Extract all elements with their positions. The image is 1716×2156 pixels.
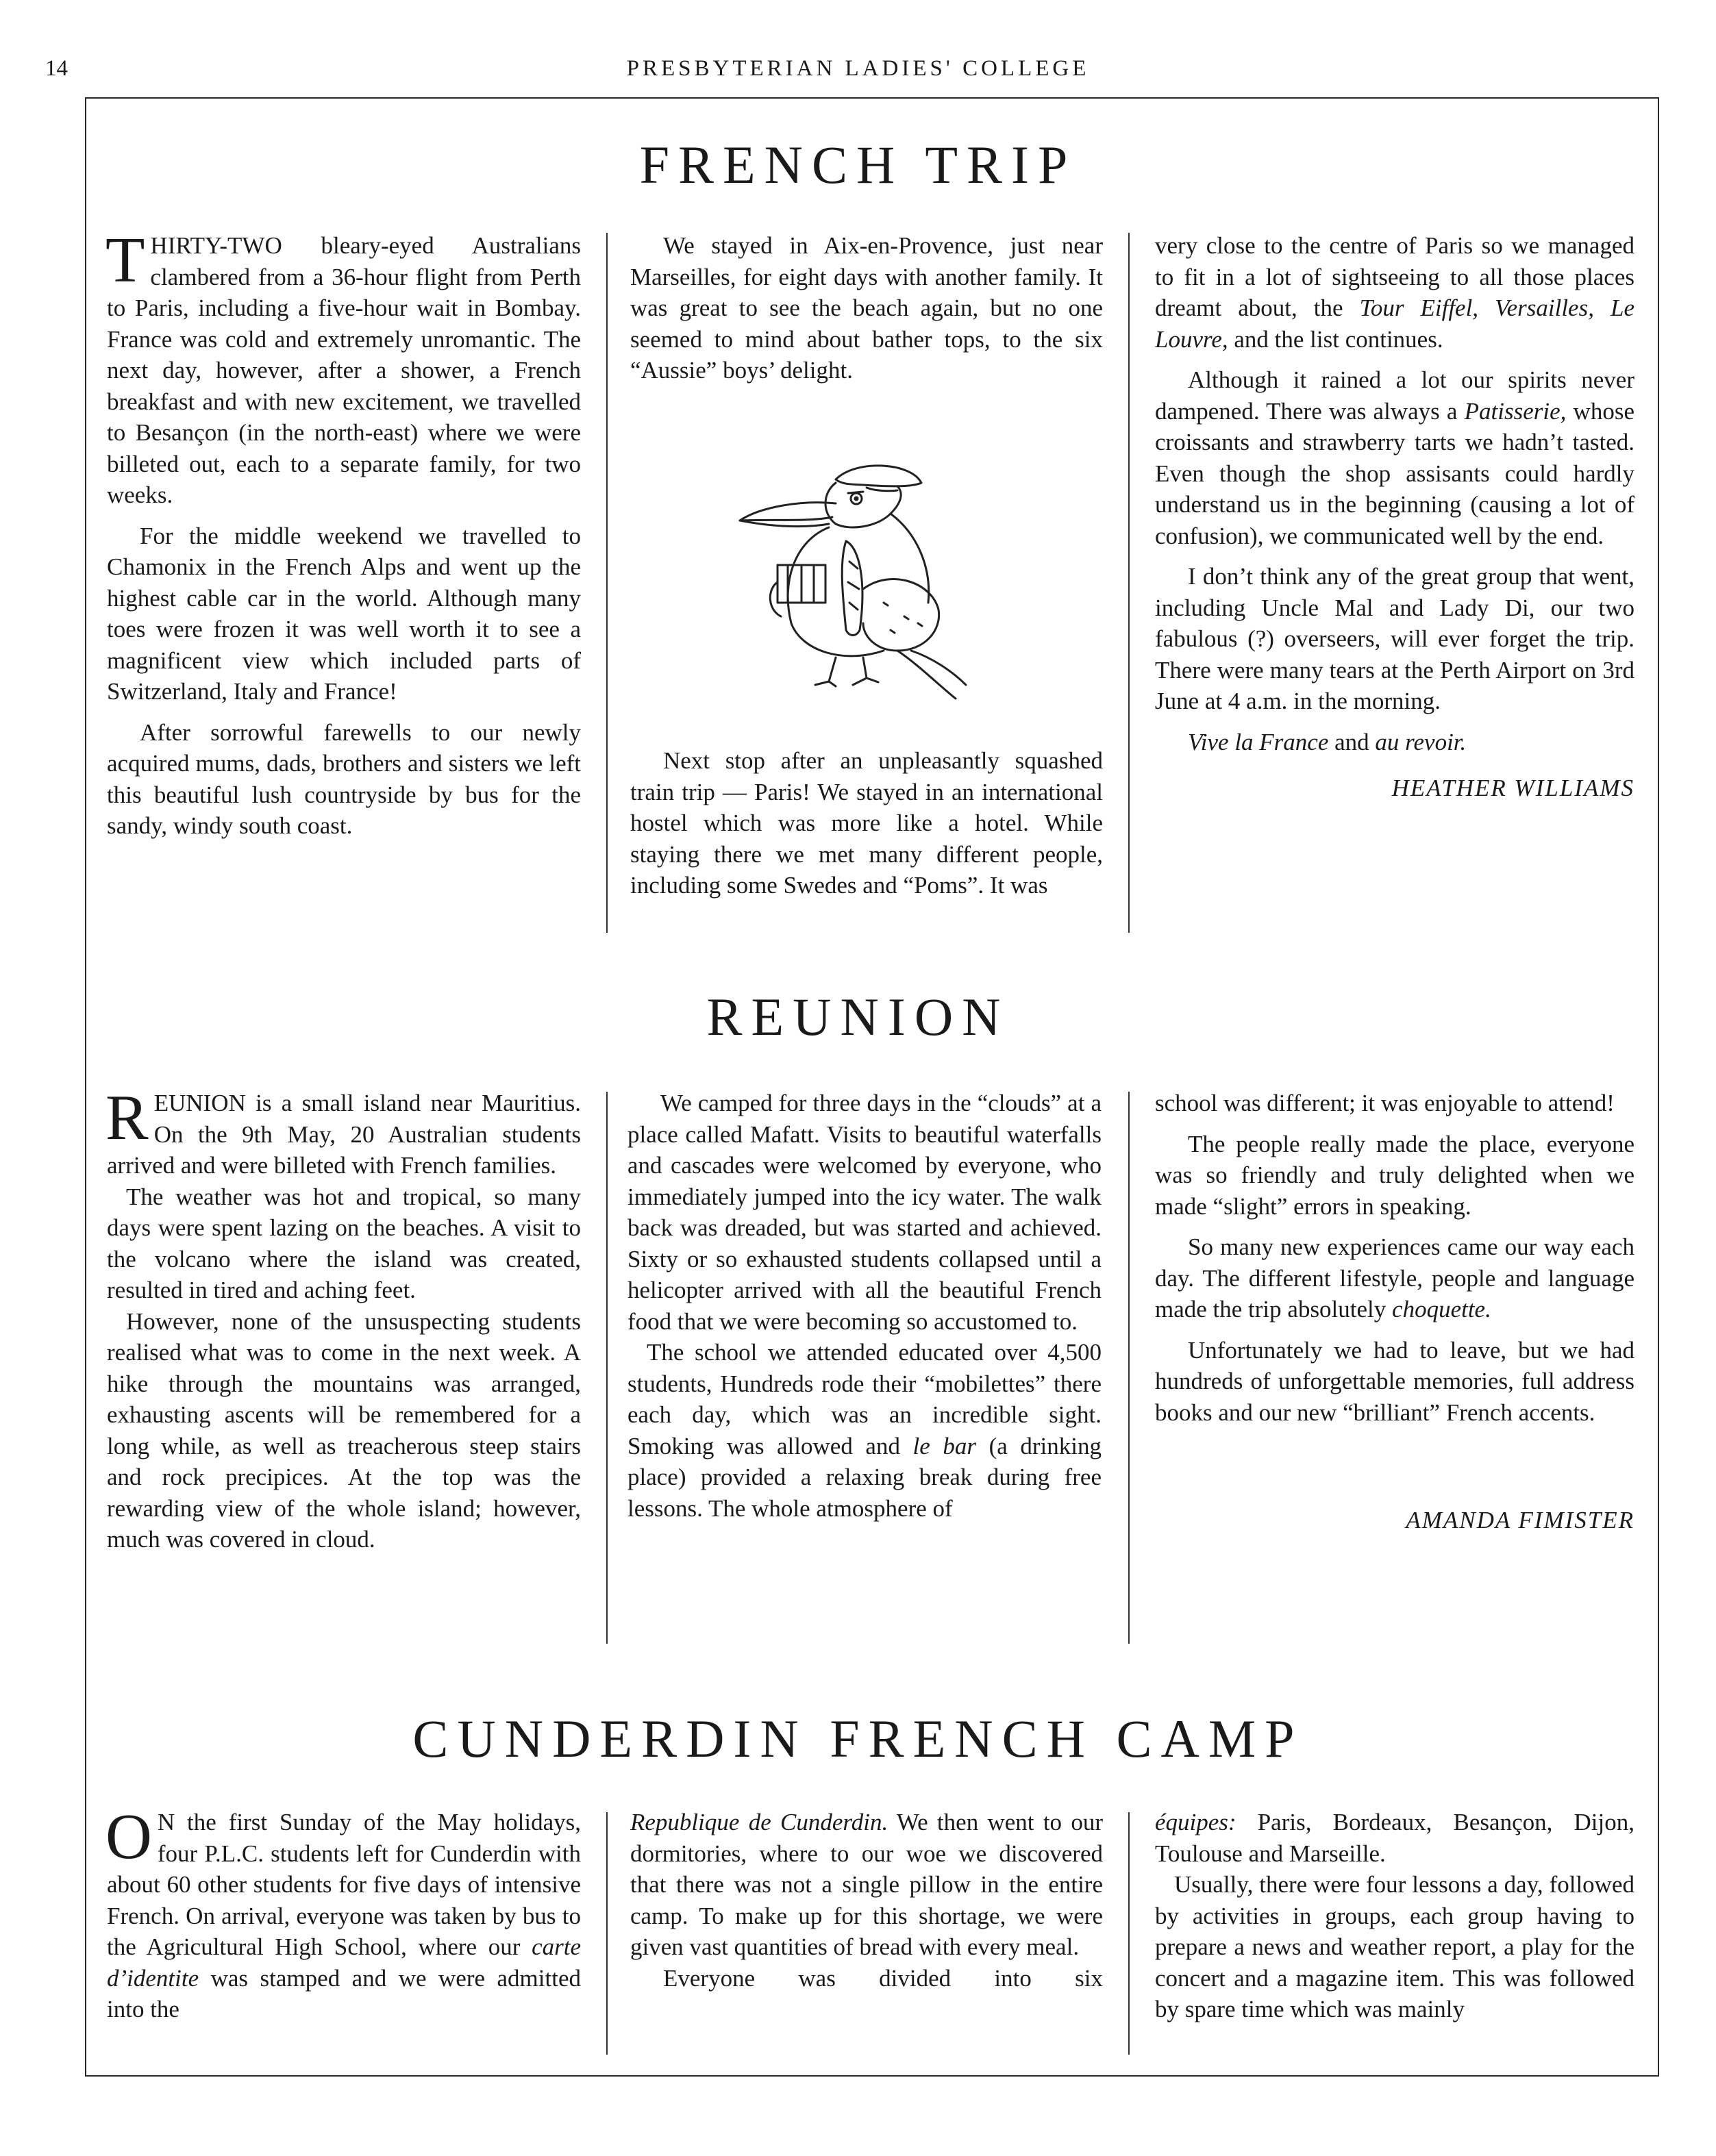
reunion-para-8: So many new experiences came our way each day. The different lifestyle, people and language made the trip absolutely choquette. (1155, 1233, 1634, 1323)
cunderdin-rule-2 (1128, 1812, 1130, 2055)
kookaburra-illustration (726, 445, 973, 705)
reunion-para-6: school was different; it was enjoyable to attend! (1155, 1090, 1615, 1116)
cunderdin-para-5: Usually, there were four lessons a day, followed by activities in groups, each group having to prepare a news and weather report, a play for the concert and a magazine item. This was followed by spare time which was mainly (1155, 1871, 1634, 2022)
french-trip-rule-1 (606, 233, 608, 933)
running-head: PRESBYTERIAN LADIES' COLLEGE (626, 56, 1090, 81)
french-trip-column-1 (105, 225, 581, 851)
french-trip-para-4: We stayed in Aix-en-Provence, just near Marseilles, for eight days with another family. It was great to see the beach again, but no one seemed to mind about bather tops, to the six “Aussie” boys’ delight. (630, 232, 1103, 384)
reunion-para-2: The weather was hot and tropical, so many days were spent lazing on the beaches. A visit to the volcano where the island was created, resulted in tired and aching feet. (107, 1183, 581, 1303)
drop-cap-o: O (105, 1801, 152, 1872)
french-trip-para-9: Vive la France and au revoir. (1188, 728, 1467, 755)
french-trip-para-3: After sorrowful farewells to our newly acquired mums, dads, brothers and sisters we left this beautiful lush countryside by bus for the sandy, windy south coast. (107, 718, 581, 839)
page-number: 14 (45, 56, 68, 81)
reunion-title: REUNION (706, 987, 1010, 1046)
cunderdin-column-3 (1155, 1807, 1634, 2025)
french-trip-para-2: For the middle weekend we travelled to Chamonix in the French Alps and went up the highest cable car in the world. Although many toes were frozen it was well worth it to see a magnificent view which included parts of Switzerland, Italy and France! (107, 522, 581, 705)
reunion-column-2 (627, 1088, 1102, 1524)
french-trip-para-6: very close to the centre of Paris so we managed to fit in a lot of sightseeing to all those places dreamt about, the Tour Eiffel, Versailles, Le Louvre, and the list continues. (1155, 232, 1634, 353)
cunderdin-para-3: Everyone was divided into six (663, 1964, 1103, 1992)
french-trip-para-1: THIRTY-TWO bleary-eyed Australians clambered from a 36-hour flight from Perth to Paris, including a five-hour wait in Bombay. France was cold and extremely unromantic. The next day, however, after a shower, a French breakfast and with new excitement, we travelled to Besançon (in the north-east) where we were billeted out, each to a separate family, for two weeks. (105, 225, 581, 508)
cunderdin-title: CUNDERDIN FRENCH CAMP (412, 1709, 1304, 1768)
reunion-rule-1 (606, 1092, 608, 1644)
french-trip-para-8: I don’t think any of the great group that went, including Uncle Mal and Lady Di, our two fabulous (?) overseers, will ever forget the trip. There were many tears at the Perth Airport on 3rd June at 4 a.m. in the morning. (1155, 563, 1634, 714)
cunderdin-rule-1 (606, 1812, 608, 2055)
reunion-column-1 (105, 1082, 581, 1555)
reunion-byline: AMANDA FIMISTER (1406, 1507, 1634, 1533)
reunion-rule-2 (1128, 1092, 1130, 1644)
reunion-para-5: The school we attended educated over 4,500 students, Hundreds rode their “mobilettes” there each day, which was an incredible sight. Smoking was allowed and le bar (a drinking place) provided a relaxing break during free lessons. The whole atmosphere of (627, 1339, 1102, 1522)
reunion-column-3 (1155, 1088, 1634, 1546)
french-trip-byline: HEATHER WILLIAMS (1391, 775, 1634, 801)
cunderdin-para-2: Republique de Cunderdin. We then went to our dormitories, where to our woe we discovered that there was not a single pillow in the entire camp. To make up for this shortage, we were given vast quantities of bread with every meal. (630, 1809, 1103, 1960)
drop-cap-r: R (105, 1082, 149, 1153)
french-trip-para-7: Although it rained a lot our spirits never dampened. There was always a Patisserie, whose croissants and strawberry tarts we hadn’t tasted. Even though the shop assisants could hardly understand us in the beginning (causing a lot of confusion), we communicated well by the end. (1155, 366, 1634, 549)
reunion-para-9: Unfortunately we had to leave, but we had hundreds of unforgettable memories, full address books and our new “brilliant” French accents. (1155, 1336, 1634, 1426)
cunderdin-column-2 (630, 1807, 1103, 1994)
cunderdin-para-1: O N the first Sunday of the May holidays, four P.L.C. students left for Cunderdin with about 60 other students for five days of intensive French. On arrival, everyone was taken by bus to the Agricultural High School, where our carte d’identite was stamped and we were admitted into the (105, 1801, 581, 2022)
reunion-para-7: The people really made the place, everyone was so friendly and truly delighted when we made “slight” errors in speaking. (1155, 1130, 1634, 1220)
cunderdin-column-1 (105, 1801, 581, 2025)
french-trip-column-2 (630, 230, 1103, 396)
drop-cap-t: T (105, 225, 145, 296)
cunderdin-para-4: équipes: Paris, Bordeaux, Besançon, Dijon, Toulouse and Marseille. (1155, 1809, 1634, 1867)
reunion-para-4: We camped for three days in the “clouds” at a place called Mafatt. Visits to beautiful waterfalls and cascades were welcomed by everyone, who immediately jumped into the icy water. The walk back was dreaded, but was started and achieved. Sixty or so exhausted students collapsed until a helicopter arrived with all the beautiful French food that we were becoming so accustomed to. (627, 1090, 1102, 1335)
french-trip-column-3 (1155, 230, 1634, 814)
french-trip-rule-2 (1128, 233, 1130, 933)
reunion-para-3: However, none of the unsuspecting students realised what was to come in the next week. A hike through the mountains was arranged, exhausting ascents will be remembered for a long while, as well as treacherous steep stairs and rock precipices. At the top was the rewarding view of the whole island; however, much was covered in cloud. (107, 1307, 581, 1553)
french-trip-title: FRENCH TRIP (639, 135, 1077, 195)
reunion-para-1: REUNION is a small island near Mauritius. On the 9th May, 20 Australian students arrived and were billeted with French families. (105, 1082, 581, 1179)
french-trip-para-5: Next stop after an unpleasantly squashed train trip — Paris! We stayed in an international hostel which was more like a hotel. While staying there we met many different people, including some Swedes and “Poms”. It was (630, 747, 1103, 899)
french-trip-column-2b (630, 745, 1103, 911)
